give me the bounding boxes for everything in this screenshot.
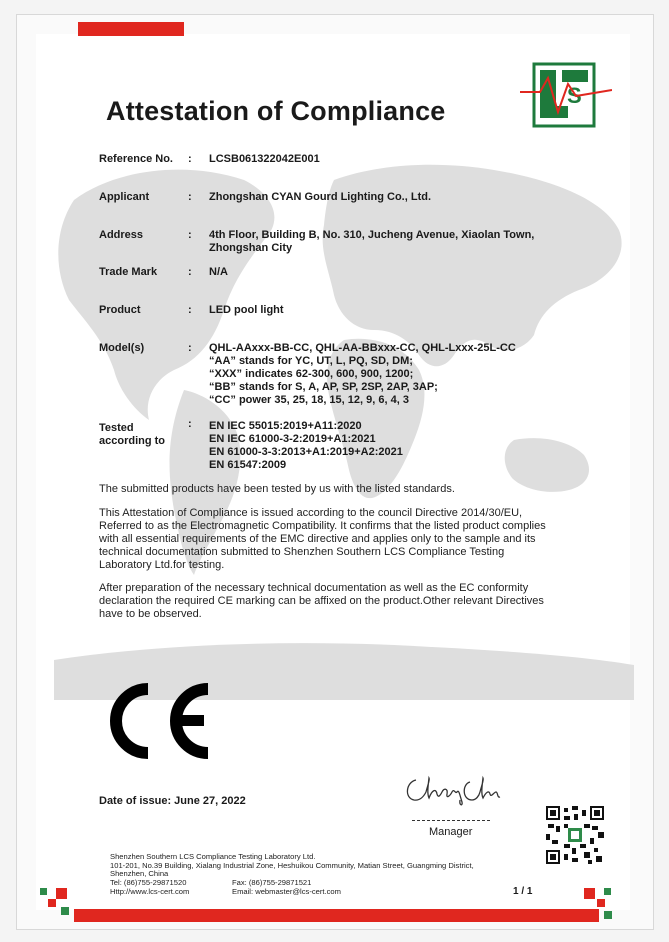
corner-square [604, 888, 611, 895]
tested-label-line: Tested [99, 422, 134, 434]
page-number: 1 / 1 [513, 886, 533, 897]
address-line: 4th Floor, Building B, No. 310, Jucheng Avenue, Xiaolan Town, [209, 229, 535, 241]
footer-contact-right [232, 879, 341, 896]
footer-contact-left [110, 879, 189, 896]
corner-square [604, 911, 612, 919]
paragraph-line: After preparation of the necessary technical documentation as well as the EC conformity [99, 582, 529, 594]
footer-company: Shenzhen Southern LCS Compliance Testing Laboratory Ltd. [110, 852, 316, 861]
paragraph-line: Laboratory Ltd.for testing. [99, 559, 225, 571]
standard-line: EN IEC 61000-3-2:2019+A1:2021 [209, 433, 376, 445]
colon: : [188, 191, 192, 203]
standard-line: EN 61000-3-3:2013+A1:2019+A2:2021 [209, 446, 403, 458]
model-line: “BB” stands for S, A, AP, SP, 2SP, 2AP, 3AP; [209, 381, 438, 393]
corner-square [56, 888, 67, 899]
paragraph-line: Referred to as the Electromagnetic Compatibility. It confirms that the listed product complies [99, 520, 546, 532]
footer-address: 101-201, No.39 Building, Xialang Industrial Zone, Heshuikou Community, Matian Street, Guangming District, [110, 860, 474, 870]
corner-square [61, 907, 69, 915]
address-value [209, 229, 589, 255]
address-label: Address [99, 229, 144, 241]
model-line: “AA” stands for YC, UT, L, PQ, SD, DM; [209, 355, 413, 367]
footer-address-block [110, 853, 474, 879]
tested-label-line: according to [99, 435, 166, 447]
standard-line: EN IEC 55015:2019+A11:2020 [209, 420, 362, 432]
colon: : [188, 229, 192, 241]
paragraph-line: The submitted products have been tested by us with the listed standards. [99, 483, 455, 495]
qr-code-icon [546, 806, 604, 864]
paragraph-line: with all essential requirements of the EMC directive and applies only to the sample and its [99, 533, 536, 545]
ce-marking-paragraph [99, 582, 569, 621]
standards-value [209, 420, 589, 472]
models-label: Model(s) [99, 342, 145, 354]
paragraph-line: technical documentation submitted to Shenzhen Southern LCS Compliance Testing [99, 546, 505, 558]
ce-mark-icon [104, 681, 216, 761]
colon: : [188, 342, 192, 354]
product-value: LED pool light [209, 304, 284, 316]
corner-square [584, 888, 595, 899]
paragraph-line: declaration the required CE marking can be affixed on the product.Other relevant Directives [99, 595, 544, 607]
trademark-value: N/A [209, 266, 228, 278]
svg-text:S: S [567, 83, 582, 108]
certificate-title: Attestation of Compliance [106, 96, 446, 126]
tested-label [99, 422, 189, 448]
top-red-bar [78, 22, 184, 36]
paragraph-line: have to be observed. [99, 608, 202, 620]
models-value [209, 342, 589, 407]
corner-square [597, 899, 605, 907]
attestation-paragraph [99, 507, 569, 572]
signature-line [412, 820, 490, 821]
reference-value: LCSB061322042E001 [209, 153, 320, 165]
standard-line: EN 61547:2009 [209, 459, 287, 471]
footer-fax: Fax: (86)755-29871521 [232, 878, 312, 887]
date-of-issue: Date of issue: June 27, 2022 [99, 795, 246, 807]
signature-image [402, 772, 502, 808]
model-line: “CC” power 35, 25, 18, 15, 12, 9, 6, 4, 3 [209, 394, 409, 406]
bottom-red-bar [74, 909, 599, 922]
applicant-label: Applicant [99, 191, 150, 203]
footer-tel: Tel: (86)755-29871520 [110, 878, 187, 887]
model-line: “XXX” indicates 62-300, 600, 900, 1200; [209, 368, 414, 380]
footer-web[interactable]: Http://www.lcs-cert.com [110, 886, 190, 896]
corner-square [48, 899, 56, 907]
colon: : [188, 304, 192, 316]
lcs-logo [520, 62, 612, 128]
paragraph-line: This Attestation of Compliance is issued according to the council Directive 2014/30/EU, [99, 507, 523, 519]
colon: : [188, 418, 192, 430]
applicant-value: Zhongshan CYAN Gourd Lighting Co., Ltd. [209, 191, 432, 203]
colon: : [188, 153, 192, 165]
trademark-label: Trade Mark [99, 266, 158, 278]
address-line: Zhongshan City [209, 242, 293, 254]
colon: : [188, 266, 192, 278]
tested-statement [99, 483, 569, 496]
footer-email[interactable]: Email: webmaster@lcs-cert.com [232, 886, 341, 896]
model-line: QHL-AAxxx-BB-CC, QHL-AA-BBxxx-CC, QHL-Lxxx-25L-CC [209, 342, 516, 354]
reference-label: Reference No. [99, 153, 173, 165]
product-label: Product [99, 304, 141, 316]
signer-role: Manager [429, 826, 473, 838]
footer-address: Shenzhen, China [110, 869, 169, 879]
corner-square [40, 888, 47, 895]
